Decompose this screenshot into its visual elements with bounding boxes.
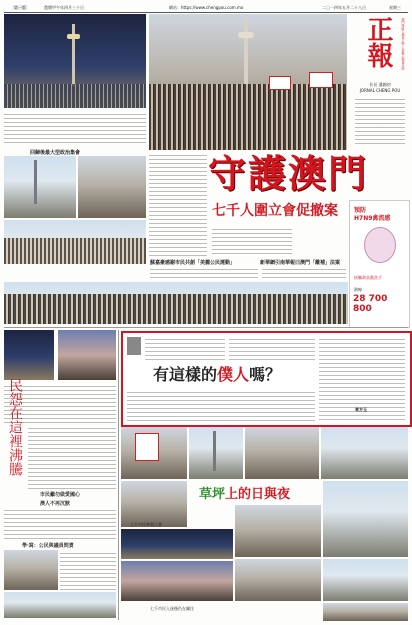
- ad-note: 接觸禽鳥應洗手: [354, 275, 382, 280]
- author-photo: [127, 337, 141, 355]
- section-label: 第一版: [14, 5, 26, 10]
- photo-crowd-panorama: [4, 282, 348, 324]
- headline-sub-part1: 七千人圍立會: [212, 203, 296, 219]
- banner-sign: [269, 76, 291, 90]
- bottom-headline-part2: 上的日與夜: [225, 487, 291, 502]
- photo-left-students: [4, 550, 58, 590]
- headline-sub-part2: 促撤案: [296, 203, 338, 219]
- bottom-headline-part1: 草坪: [199, 487, 226, 502]
- article-text: [150, 266, 258, 280]
- photo-protest-people: [121, 481, 187, 527]
- photo-bottom-crowd4: [323, 481, 408, 557]
- ad-hotline: 28 700 800: [353, 294, 388, 314]
- article-text: [4, 111, 146, 145]
- photo-protest-sign: [121, 427, 187, 479]
- website-link[interactable]: 網站：https://www.chengpou.com.mo: [169, 5, 244, 10]
- photo-bottom-tower: [189, 427, 243, 479]
- ad-title: 預防: [354, 207, 367, 214]
- masthead-tagline: 澳門特區仁慈堂主辦 仁愛聖心總會出版: [401, 18, 405, 70]
- photo-bottom-night: [121, 529, 233, 559]
- left-heading: 市民籲勿做愛國心: [40, 492, 81, 498]
- article-text: [149, 152, 207, 256]
- photo-crowd-wide: [4, 220, 146, 264]
- article-text: [4, 507, 116, 539]
- photo-bottom-crowd5: [235, 559, 321, 601]
- left-heading: 學‧寫：公民與議員問責: [22, 543, 74, 549]
- headline-main: 守護澳門: [208, 152, 369, 196]
- masthead-publisher-en: JORNAL CHENG POU: [359, 88, 401, 93]
- caption-heading: 回歸後最大型政治集會: [30, 150, 81, 156]
- bird-illustration: [364, 227, 396, 263]
- article-text: [262, 266, 346, 280]
- mid-right-heading: 新華網引南華報曰澳門「離補」法案: [260, 260, 341, 266]
- masthead: [351, 14, 408, 150]
- weekday: 星期三: [389, 5, 401, 10]
- photo-bottom-crowd7: [323, 603, 408, 621]
- ad-hotline-label: 熱線: [354, 287, 362, 292]
- masthead-publisher: 社長 潘錦初: [369, 82, 391, 87]
- photo-night-tower: [4, 14, 146, 108]
- lunar-date: 農曆甲午年四月三十日: [44, 5, 84, 10]
- photo-caption: 七千市民入迷後仍在關注: [150, 606, 194, 611]
- bottom-headline: [199, 487, 290, 503]
- photo-left-dusk: [58, 330, 116, 380]
- banner-sign: [309, 72, 333, 88]
- ad-subtitle: H7N9禽流感: [354, 215, 391, 222]
- article-text: [212, 226, 292, 256]
- photo-bottom-dusk: [121, 561, 233, 601]
- mid-left-heading: 蘇嘉豪感謝市民共創「美麗公民運動」: [150, 260, 236, 266]
- editorial-title-part1: 有這樣的: [153, 365, 218, 384]
- editorial-title: [153, 365, 281, 385]
- editorial-box: [121, 331, 412, 427]
- vertical-headline-display: 民怨在這裡沸騰: [7, 378, 23, 476]
- photo-left-bottom: [4, 592, 116, 618]
- photo-bottom-crowd3: [235, 505, 321, 557]
- photo-bottom-crowd1: [245, 427, 319, 479]
- article-text: [28, 425, 116, 489]
- header-bar: [4, 3, 408, 13]
- photo-crowd-rally: [78, 156, 146, 218]
- ad-h7n9[interactable]: [349, 200, 410, 328]
- photo-bottom-crowd6: [323, 559, 408, 601]
- photo-bottom-crowd2: [321, 427, 408, 479]
- editorial-title-highlight: 僕人: [217, 365, 250, 384]
- article-text: [60, 550, 116, 590]
- photo-main-crowd: [149, 14, 347, 150]
- editorial-byline: 東方玉: [355, 407, 367, 412]
- left-heading: 澳人不再沉默: [40, 501, 71, 507]
- photo-day-tower: [4, 156, 76, 218]
- editorial-title-part2: 嗎？: [249, 365, 282, 384]
- issue-date: 二〇一四年五月二十八日: [322, 5, 366, 10]
- photo-caption: 七千市民參與大會: [130, 522, 162, 527]
- masthead-logo: 正報: [363, 16, 393, 68]
